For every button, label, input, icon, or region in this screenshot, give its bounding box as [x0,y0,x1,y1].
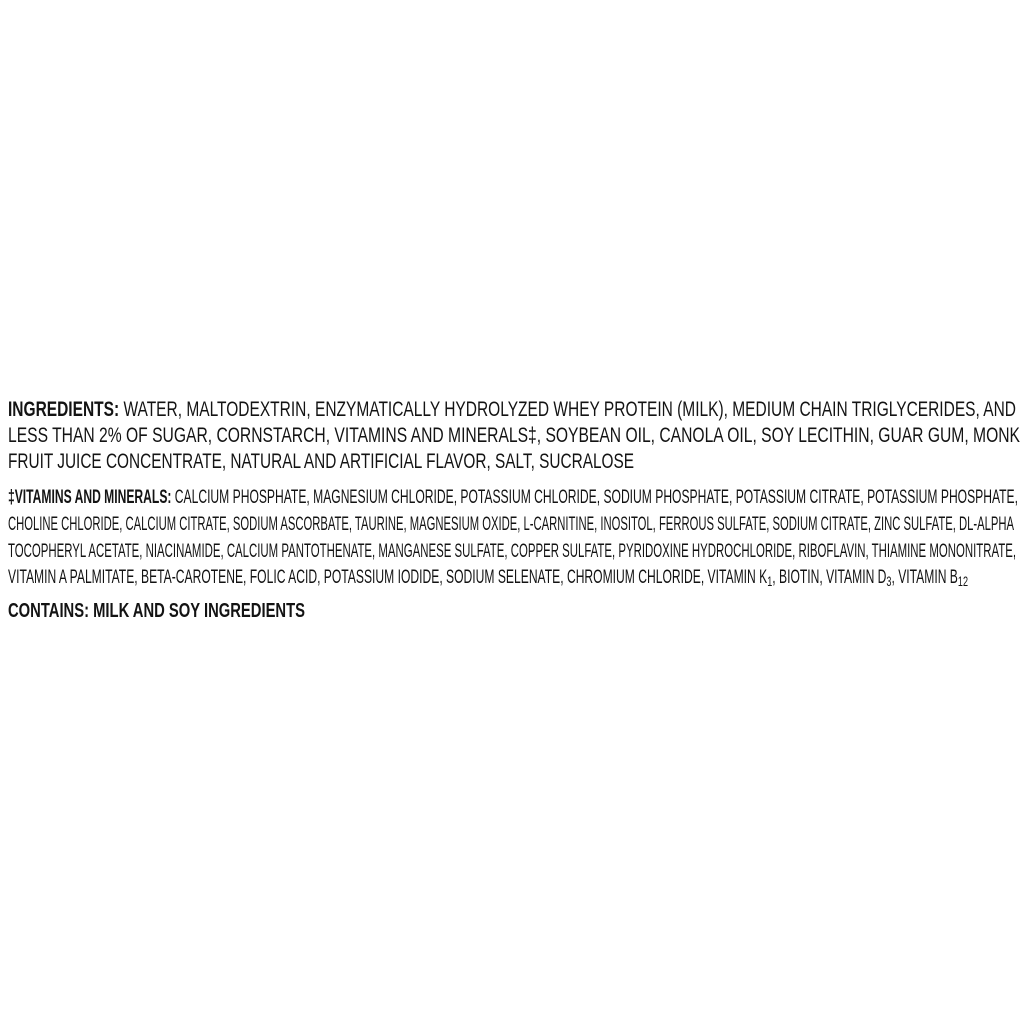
bold-lead-text: ‡VITAMINS AND MINERALS: [8,487,172,508]
label-text: CHOLINE CHLORIDE, CALCIUM CITRATE, SODIUM ASCORBATE, TAURINE, MAGNESIUM OXIDE, L-CARNITINE, INOSITOL, FERROUS SULFATE, SODIUM CITRATE, ZINC SULFATE, DL-ALPHA [8,513,1014,535]
ingredients-paragraph [8,397,1021,474]
label-text: LESS THAN 2% OF SUGAR, CORNSTARCH, VITAMINS AND MINERALS‡, SOYBEAN OIL, CANOLA OIL, SOY LECITHIN, GUAR GUM, MONK [8,422,1021,447]
bold-lead-text: CONTAINS: MILK AND SOY INGREDIENTS [8,599,305,622]
label-line [8,449,1021,475]
label-line [8,565,1021,593]
label-line [8,397,1021,423]
subscript-digit: 12 [957,573,968,590]
label-text: , VITAMIN B [891,567,958,589]
label-line [8,539,1021,566]
label-text: WATER, MALTODEXTRIN, ENZYMATICALLY HYDROLYZED WHEY PROTEIN (MILK), MEDIUM CHAIN TRIGLYCERIDES, AND [119,397,1016,421]
bold-lead-text: INGREDIENTS: [8,397,120,421]
label-line [8,598,1021,624]
contains-allergen-statement [8,598,1021,624]
label-text: VITAMIN A PALMITATE, BETA-CAROTENE, FOLIC ACID, POTASSIUM IODIDE, SODIUM SELENATE, CHROMIUM CHLORIDE, VITAMIN K [8,567,768,589]
subscript-digit: 1 [767,573,773,590]
label-line [8,423,1021,449]
vitamins-minerals-paragraph [8,485,1021,593]
label-text: , BIOTIN, VITAMIN D [772,567,887,589]
subscript-digit: 3 [886,573,892,590]
label-line [8,512,1021,539]
label-text: TOCOPHERYL ACETATE, NIACINAMIDE, CALCIUM PANTOTHENATE, MANGANESE SULFATE, COPPER SULFATE, PYRIDOXINE HYDROCHLORIDE, RIBOFLAVIN, THIAMINE MONONITRATE, [8,540,1016,562]
label-text: FRUIT JUICE CONCENTRATE, NATURAL AND ARTIFICIAL FLAVOR, SALT, SUCRALOSE [8,448,634,473]
label-line [8,485,1021,512]
label-text: CALCIUM PHOSPHATE, MAGNESIUM CHLORIDE, POTASSIUM CHLORIDE, SODIUM PHOSPHATE, POTASSIUM CITRATE, POTASSIUM PHOSPHATE, [171,487,1019,508]
